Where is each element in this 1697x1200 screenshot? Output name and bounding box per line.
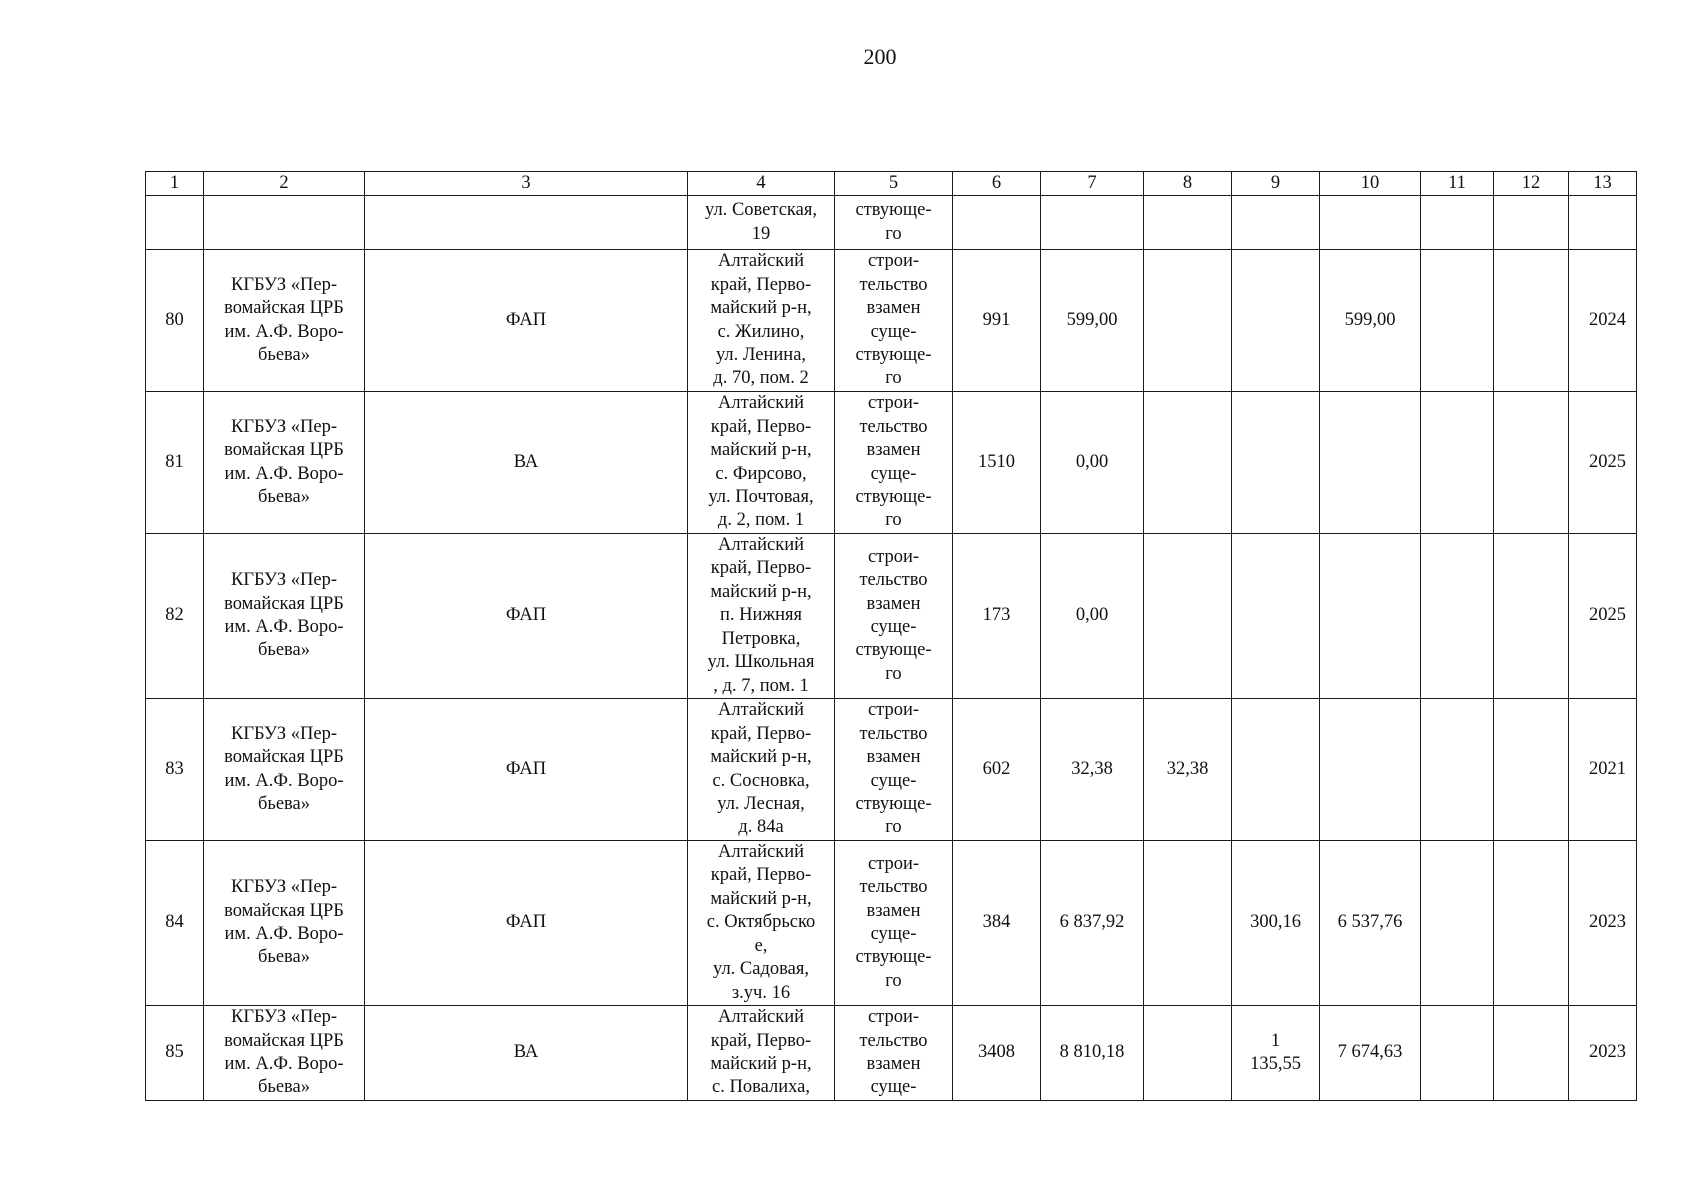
cell-col12 (1494, 841, 1569, 1006)
continued-row (146, 196, 1637, 250)
cell-col6: 3408 (953, 1006, 1041, 1101)
column-header: 9 (1232, 172, 1320, 196)
cell-col6 (953, 196, 1041, 250)
cell-facility-type: ВА (365, 392, 688, 534)
cell-year: 2023 (1569, 1006, 1637, 1101)
cell-col12 (1494, 1006, 1569, 1101)
cell-col12 (1494, 699, 1569, 841)
cell-col8 (1144, 392, 1232, 534)
cell-institution: КГБУЗ «Пер- вомайская ЦРБ им. А.Ф. Воро- бьева» (204, 1006, 365, 1101)
cell-facility-type: ВА (365, 1006, 688, 1101)
cell-work-type: строи- тельство взамен суще- (835, 1006, 953, 1101)
cell-facility-type: ФАП (365, 841, 688, 1006)
column-header: 5 (835, 172, 953, 196)
column-header: 4 (688, 172, 835, 196)
cell-col9 (1232, 196, 1320, 250)
cell-col8: 32,38 (1144, 699, 1232, 841)
table-row (146, 699, 1637, 841)
cell-work-type: ствующе- го (835, 196, 953, 250)
column-header: 10 (1320, 172, 1421, 196)
cell-col11 (1421, 699, 1494, 841)
cell-number: 84 (146, 841, 204, 1006)
cell-col9 (1232, 250, 1320, 392)
cell-institution: КГБУЗ «Пер- вомайская ЦРБ им. А.Ф. Воро- бьева» (204, 699, 365, 841)
cell-col8 (1144, 841, 1232, 1006)
cell-col12 (1494, 534, 1569, 699)
column-header: 12 (1494, 172, 1569, 196)
column-header: 1 (146, 172, 204, 196)
cell-year (1569, 196, 1637, 250)
cell-col8 (1144, 250, 1232, 392)
cell-col10: 7 674,63 (1320, 1006, 1421, 1101)
cell-institution: КГБУЗ «Пер- вомайская ЦРБ им. А.Ф. Воро- бьева» (204, 534, 365, 699)
cell-col7: 0,00 (1041, 392, 1144, 534)
cell-work-type: строи- тельство взамен суще- ствующе- го (835, 841, 953, 1006)
cell-col10: 599,00 (1320, 250, 1421, 392)
cell-address: Алтайский край, Перво- майский р-н, с. Сосновка, ул. Лесная, д. 84а (688, 699, 835, 841)
cell-col11 (1421, 841, 1494, 1006)
table-row (146, 1006, 1637, 1101)
cell-address: Алтайский край, Перво- майский р-н, с. Октябрьско е, ул. Садовая, з.уч. 16 (688, 841, 835, 1006)
column-header: 7 (1041, 172, 1144, 196)
cell-work-type: строи- тельство взамен суще- ствующе- го (835, 534, 953, 699)
cell-col6: 991 (953, 250, 1041, 392)
column-header: 3 (365, 172, 688, 196)
cell-year: 2025 (1569, 392, 1637, 534)
column-number-row (146, 172, 1637, 196)
table-row (146, 841, 1637, 1006)
cell-col7: 6 837,92 (1041, 841, 1144, 1006)
cell-number: 83 (146, 699, 204, 841)
cell-year: 2023 (1569, 841, 1637, 1006)
cell-col11 (1421, 1006, 1494, 1101)
cell-col10 (1320, 699, 1421, 841)
table-row (146, 250, 1637, 392)
cell-work-type: строи- тельство взамен суще- ствующе- го (835, 250, 953, 392)
cell-col6: 384 (953, 841, 1041, 1006)
cell-institution: КГБУЗ «Пер- вомайская ЦРБ им. А.Ф. Воро- бьева» (204, 250, 365, 392)
cell-year: 2021 (1569, 699, 1637, 841)
cell-col9: 1 135,55 (1232, 1006, 1320, 1101)
data-table (145, 171, 1637, 1101)
cell-col7: 599,00 (1041, 250, 1144, 392)
cell-number (146, 196, 204, 250)
cell-col11 (1421, 392, 1494, 534)
column-header: 2 (204, 172, 365, 196)
cell-address: Алтайский край, Перво- майский р-н, с. Жилино, ул. Ленина, д. 70, пом. 2 (688, 250, 835, 392)
cell-col6: 173 (953, 534, 1041, 699)
cell-address: Алтайский край, Перво- майский р-н, п. Нижняя Петровка, ул. Школьная , д. 7, пом. 1 (688, 534, 835, 699)
cell-col12 (1494, 250, 1569, 392)
cell-address: Алтайский край, Перво- майский р-н, с. Повалиха, (688, 1006, 835, 1101)
cell-col12 (1494, 392, 1569, 534)
cell-facility-type: ФАП (365, 699, 688, 841)
cell-col8 (1144, 534, 1232, 699)
cell-col9 (1232, 534, 1320, 699)
cell-institution: КГБУЗ «Пер- вомайская ЦРБ им. А.Ф. Воро- бьева» (204, 392, 365, 534)
cell-number: 80 (146, 250, 204, 392)
table-row (146, 534, 1637, 699)
column-header: 11 (1421, 172, 1494, 196)
column-header: 8 (1144, 172, 1232, 196)
cell-year: 2025 (1569, 534, 1637, 699)
cell-institution (204, 196, 365, 250)
cell-col9: 300,16 (1232, 841, 1320, 1006)
cell-col6: 602 (953, 699, 1041, 841)
cell-work-type: строи- тельство взамен суще- ствующе- го (835, 392, 953, 534)
cell-col7: 8 810,18 (1041, 1006, 1144, 1101)
cell-col9 (1232, 699, 1320, 841)
cell-col10: 6 537,76 (1320, 841, 1421, 1006)
table-row (146, 392, 1637, 534)
cell-col7: 0,00 (1041, 534, 1144, 699)
cell-facility-type: ФАП (365, 250, 688, 392)
cell-address: ул. Советская, 19 (688, 196, 835, 250)
cell-facility-type (365, 196, 688, 250)
cell-col6: 1510 (953, 392, 1041, 534)
cell-col9 (1232, 392, 1320, 534)
cell-facility-type: ФАП (365, 534, 688, 699)
cell-col11 (1421, 534, 1494, 699)
cell-institution: КГБУЗ «Пер- вомайская ЦРБ им. А.Ф. Воро- бьева» (204, 841, 365, 1006)
column-header: 13 (1569, 172, 1637, 196)
cell-col8 (1144, 196, 1232, 250)
cell-col10 (1320, 534, 1421, 699)
cell-work-type: строи- тельство взамен суще- ствующе- го (835, 699, 953, 841)
cell-col11 (1421, 250, 1494, 392)
cell-number: 81 (146, 392, 204, 534)
cell-col7 (1041, 196, 1144, 250)
column-header: 6 (953, 172, 1041, 196)
cell-col12 (1494, 196, 1569, 250)
cell-address: Алтайский край, Перво- майский р-н, с. Фирсово, ул. Почтовая, д. 2, пом. 1 (688, 392, 835, 534)
page-number: 200 (863, 44, 897, 69)
cell-number: 82 (146, 534, 204, 699)
cell-col11 (1421, 196, 1494, 250)
cell-col10 (1320, 392, 1421, 534)
cell-col8 (1144, 1006, 1232, 1101)
cell-col7: 32,38 (1041, 699, 1144, 841)
cell-number: 85 (146, 1006, 204, 1101)
cell-col10 (1320, 196, 1421, 250)
cell-year: 2024 (1569, 250, 1637, 392)
